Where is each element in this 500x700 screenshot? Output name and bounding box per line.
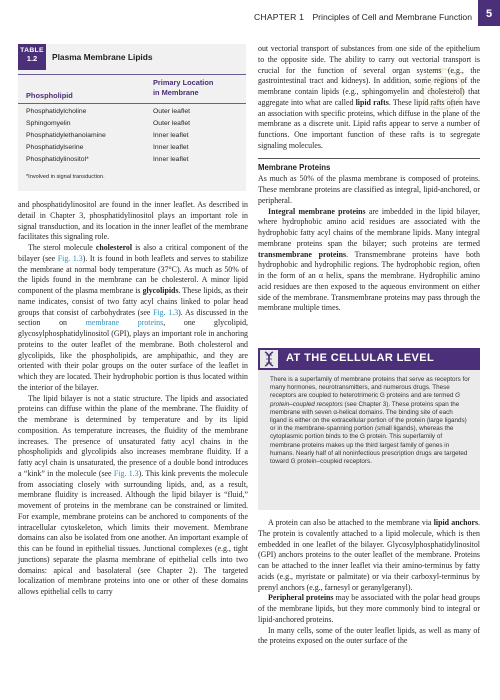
lipid-name: Phosphatidylethanolamine [26,132,106,139]
table-header [18,74,246,104]
text: . The protein is covalently attached to a lipid molecule, which is then embedded in one leaflet of the bilayer. Glycosylphosphatidylinositol (GPI) anchors proteins to the outer leaflet of the membrane. Proteins can be attached to the inner leaflet via their amino-terminus by fatty acids (e.g., myristate or palmitate) or via their carboxyl-terminus by prenyl anchors (e.g., farnesyl or geranylgeranyl). [258,518,480,592]
left-column [18,200,248,598]
lipid-location: Inner leaflet [153,144,189,151]
section-divider [258,158,480,159]
text: is also a critical component of the bilayer (see [18,243,248,263]
paragraph: As much as 50% of the plasma membrane is composed of proteins. These membrane proteins are classified as integral, lipid-anchored, or peripheral. [258,174,480,205]
cellular-level-text [270,376,470,466]
lipid-name: Phosphatidylcholine [26,108,87,115]
key-term: Integral membrane proteins [268,206,366,216]
text: There is a superfamily of membrane proteins that serve as receptors for many hormones, neurotransmitters, and numerous drugs. These receptors are coupled to heterotrimeric G proteins and are termed [270,376,470,400]
lipid-location: Inner leaflet [153,156,189,163]
column-header-location-line1: Primary Location [153,78,214,87]
text: ). It is found in both leaflets and serves to stabilize the membrane at normal body temperature (37°C). As much as 50% of the lipids found in the membrane can be cholesterol. A minor lipid component of the plasma membrane is [18,253,248,295]
table-tag-label: TABLE [20,47,44,54]
lipid-location: Outer leaflet [153,120,191,127]
cellular-level-box [258,348,480,510]
text: , one glycolipid, glycosylphosphatidylinositol (GPI), plays an important role in anchoring proteins to the outer leaflet of the membrane. Both cholesterol and glycolipids, like the phospholipids, are amphipathic, and they are oriented with their polar groups on the outer surface of the leaflet in which they are located. Their hydrophobic portion is thus located within the interior of the bilayer. [18,318,248,392]
key-term: cholesterol [95,243,133,252]
plasma-membrane-lipids-table [18,44,246,191]
lipid-name: Sphingomyelin [26,120,71,127]
key-term: transmembrane proteins [258,249,347,259]
table-footnote: *Involved in signal transduction. [26,174,105,180]
text: may be associated with the polar head groups of the membrane lipids, but they more commonly bind to integral or lipid-anchored proteins. [258,593,480,624]
key-term: Peripheral proteins [268,593,334,603]
key-term: lipid rafts [355,97,389,107]
text: A protein can also be attached to the membrane via [268,518,434,527]
paragraph-cholesterol [18,243,248,394]
page-number: 5 [478,0,500,26]
text: . Transmembrane proteins have both hydrophobic and hydrophilic regions. The hydrophobic region, often in the form of an α helix, spans the membrane. Hydrophilic amino acid residues are then exposed to the aqueous environment on either side of the membrane. Transmembrane proteins may pass through the membrane multiple times. [258,249,480,313]
cellular-level-header [258,348,480,370]
paragraph-lipid-anchors [258,518,480,593]
lipid-name: Phosphatidylinositol* [26,156,89,163]
lipid-location: Outer leaflet [153,108,191,115]
paragraph-peripheral-proteins [258,593,480,625]
key-term: lipid anchors [433,518,479,527]
paragraph: In many cells, some of the outer leaflet lipids, as well as many of the proteins exposed on the outer surface of the [258,625,480,646]
chapter-heading [254,12,472,22]
dna-icon [260,350,278,368]
text: The sterol molecule [28,243,96,252]
column-header-location-line2: in Membrane [153,87,199,97]
text: . These lipid rafts often have an association with specific proteins, which diffuse in the plane of the membrane as a discrete unit. Lipid rafts appear to serve a number of functions. One important function of these rafts is to segregate signaling molecules. [258,97,480,150]
column-header-location [153,78,243,97]
section-link[interactable]: membrane proteins [85,318,164,328]
right-column-bottom [258,518,480,647]
table-tag [18,44,46,70]
table-tag-number: 1.2 [26,54,38,63]
cellular-level-title: AT THE CELLULAR LEVEL [286,352,435,364]
paragraph-lipid-rafts [258,44,480,152]
paragraph-fluidity [18,394,248,598]
lipid-location: Inner leaflet [153,132,189,139]
running-head [0,0,500,26]
italic-term: G protein–coupled receptors [270,392,461,408]
text: out vectorial transport of substances from one side of the epithelium to the opposite side. The ability to carry out vectorial transport is crucial for the function of several organ systems (e.g., the gastrointestinal tract and kidneys). In addition, some regions of the membrane contain lipids (e.g., sphingomyelin and cholesterol) that aggregate into what are called [258,44,480,107]
chapter-label: CHAPTER 1 [254,12,305,22]
figure-link[interactable]: Fig. 1.3 [113,468,139,478]
paragraph: and phosphatidylinositol are found in the inner leaflet. As described in detail in Chapter 3, phosphatidylinositol plays an important role in signal transduction, and its location in the inner leaflet of the membrane facilitates this signaling role. [18,200,248,242]
figure-link[interactable]: Fig. 1.3 [57,253,83,263]
chapter-title: Principles of Cell and Membrane Function [312,12,472,22]
figure-link[interactable]: Fig. 1.3 [153,307,179,317]
text: are imbedded in the lipid bilayer, where hydrophobic amino acid residues are associated with the hydrophobic fatty acyl chains of the membrane lipids. Many integral membrane proteins span the bilayer; such proteins are termed [258,206,480,248]
key-term: glycolipids [142,286,179,295]
section-heading: Membrane Proteins [258,162,331,172]
text: . These lipids, as their name indicates, consist of two fatty acyl chains linked to polar head groups that consist of carbohydrates (see [18,286,248,317]
text: The lipid bilayer is not a static structure. The lipids and associated proteins can diffuse within the plane of the membrane. The fluidity of the membrane is determined by temperature and by its lipid composition. As temperature increases, the fluidity of the membrane increases. The presence of unsaturated fatty acyl chains in the phospholipids and glycolipids also increases membrane fluidity. If a fatty acyl chain is unsaturated, the presence of a double bond introduces a “kink” in the molecule (see [18,393,248,478]
table-title: Plasma Membrane Lipids [52,52,153,62]
text: (see Chapter 3). These proteins span the membrane with seven α-helical domains. The binding site of each ligand is either on the extracellular portion of the protein (large ligands) or in the membrane-spanning portion (small ligands), whereas the cytoplasmic portion binds to the G protein. This superfamily of membrane proteins makes up the third largest family of genes in humans. Nearly half of all noninfectious prescription drugs are targeted toward G protein–coupled receptors. [270,400,468,466]
column-header-phospholipid: Phospholipid [26,91,73,100]
right-column-top [258,44,480,314]
text: ). As discussed in the section on [18,307,248,328]
text: ). This kink prevents the molecule from associating closely with surrounding lipids, and, as a result, membrane fluidity is increased. Although the lipid bilayer is “fluid,” movement of proteins in the membrane can be constrained or limited. For example, membrane proteins can be anchored to components of the intracellular cytoskeleton, which limits their movement. Membrane domains can also be isolated from one another. An important example of this can be found in epithelial tissues. Junctional complexes (e.g., tight junctions) separate the plasma membrane of epithelial cells into two domains: apical and basolateral (see Chapter 2). The targeted localization of membrane proteins into one or other of these domains allows epithelial cells to carry [18,468,248,596]
lipid-name: Phosphatidylserine [26,144,84,151]
paragraph-integral-proteins [258,207,480,315]
